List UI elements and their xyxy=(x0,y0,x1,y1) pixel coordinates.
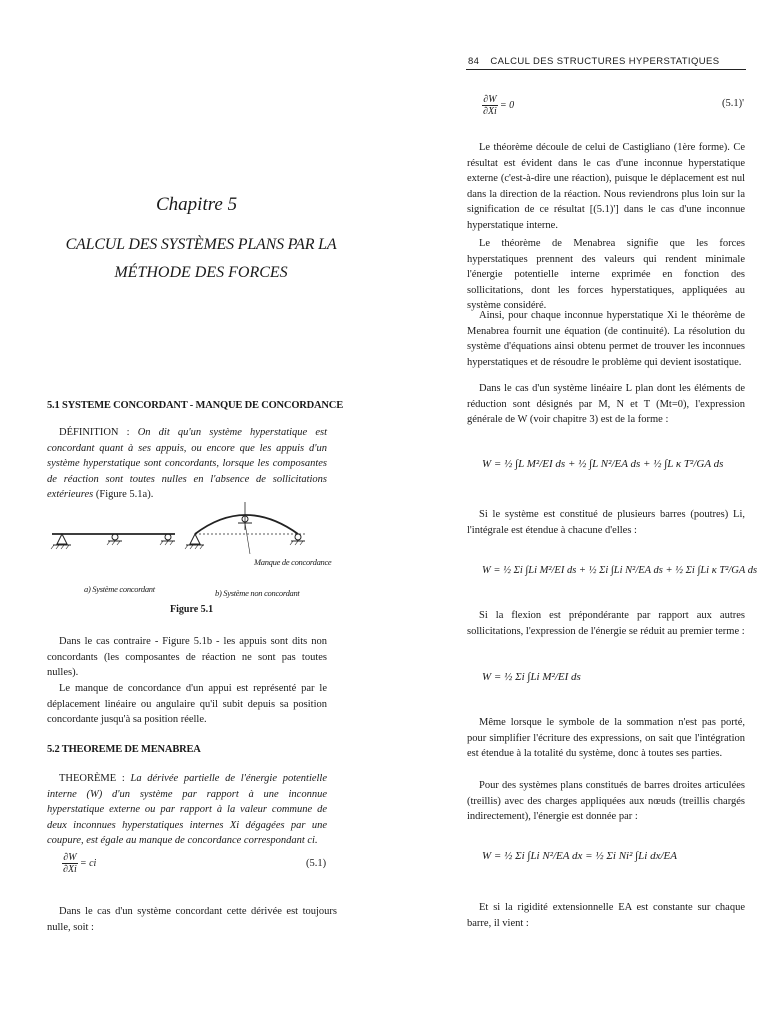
page-number: 84 xyxy=(468,56,480,67)
equation-energy-general: W = ½ ∫L M²/EI ds + ½ ∫L N²/EA ds + ½ ∫L κ T²/GA ds xyxy=(482,458,724,470)
right-para-6: Si la flexion est prépondérante par rapport aux autres sollicitations, l'expression de l'énergie se réduit au premier terme : xyxy=(467,610,745,637)
right-para-1: Le théorème découle de celui de Castigliano (1ère forme). Ce résultat est évident dans le cas d'une inconnue hyperstatique externe (c'est-à-dire une réaction), puisque le déplacement est nul dans la direction de la réaction. Nous reviendrons plus loin sur la signification de ce résultat [(5.1)'] dans le cas d'une inconnue hyperstatique interne. xyxy=(467,142,745,231)
equation-energy-flexion: W = ½ Σi ∫Li M²/EI ds xyxy=(482,671,581,683)
definition-ref: (Figure 5.1a). xyxy=(93,489,154,500)
non-concordant-beam xyxy=(185,502,305,554)
equation-5-1-prime-fraction xyxy=(482,94,498,117)
concordant-beam xyxy=(51,534,175,549)
chapter-label: Chapitre 5 xyxy=(156,194,238,215)
eq-top-denominator: ∂Xi xyxy=(483,105,497,117)
definition-paragraph xyxy=(47,425,327,503)
running-header xyxy=(468,56,746,67)
theorem-paragraph xyxy=(47,771,327,849)
right-para-5: Si le système est constitué de plusieurs barres (poutres) Li, l'intégrale est étendue à chacune d'elles : xyxy=(467,509,745,536)
right-para-8: Pour des systèmes plans constitués de barres droites articulées (treillis) avec des charges appliquées aux nœuds (treillis chargés indirectement), l'énergie est donnée par : xyxy=(467,780,745,822)
figure-label-a: a) Système concordant xyxy=(84,584,155,594)
theorem-text: La dérivée partielle de l'énergie potentielle interne (W) d'un système par rapport à une inconnue hyperstatique externe ou par rapport à la valeur commune de deux inconnues hyperstatiques internes Xi dégagées par une coupure, est égale au manque de concordance correspondant ci. xyxy=(47,773,328,846)
para-concordant-null: Dans le cas d'un système concordant cette dérivée est toujours nulle, soit : xyxy=(47,906,337,933)
section-heading-5-2: 5.2 THEOREME DE MENABREA xyxy=(47,744,201,755)
equation-5-1-fraction xyxy=(62,852,78,875)
right-para-7: Même lorsque le symbole de la sommation n'est pas porté, pour simplifier l'écriture des expressions, on sait que l'intégration est étendue à la totalité du système, donc à toutes ses parties. xyxy=(467,717,745,759)
figure-caption: Figure 5.1 xyxy=(170,604,214,615)
section-heading-5-1: 5.1 SYSTEME CONCORDANT - MANQUE DE CONCORDANCE xyxy=(47,400,343,411)
eq-top-numerator: ∂W xyxy=(483,93,497,105)
equation-5-1-prime xyxy=(482,90,514,120)
figure-label-manque: Manque de concordance xyxy=(254,557,332,567)
equation-5-1-prime-number: (5.1)' xyxy=(722,98,745,109)
equation-energy-truss: W = ½ Σi ∫Li N²/EA dx = ½ Σi Ni² ∫Li dx/EA xyxy=(482,850,677,862)
eq1-rhs: = ci xyxy=(79,857,97,869)
eq1-numerator: ∂W xyxy=(63,851,77,863)
para-manque: Le manque de concordance d'un appui est représenté par le déplacement linéaire ou angulaire qu'il subit depuis sa position concordante jusqu'à sa position réelle. xyxy=(47,683,327,725)
right-para-4: Dans le cas d'un système linéaire L plan dont les éléments de réduction sont désignés par M, N et T (Mt=0), l'expression générale de W (voir chapitre 3) est de la forme : xyxy=(467,383,745,425)
eq1-denominator: ∂Xi xyxy=(63,863,77,875)
equation-5-1-number: (5.1) xyxy=(306,858,327,869)
header-rule xyxy=(466,69,746,70)
para-non-concordant: Dans le cas contraire - Figure 5.1b - les appuis sont dits non concordants (les composantes de réaction ne sont pas toutes nulles). xyxy=(47,636,327,678)
running-title: CALCUL DES STRUCTURES HYPERSTATIQUES xyxy=(490,56,720,67)
equation-5-1 xyxy=(62,848,96,878)
eq-top-rhs: = 0 xyxy=(499,99,515,111)
chapter-title-line1: CALCUL DES SYSTÈMES PLANS PAR LA xyxy=(65,236,337,253)
right-para-9: Et si la rigidité extensionnelle EA est constante sur chaque barre, il vient : xyxy=(467,902,745,929)
definition-text: On dit qu'un système hyperstatique est concordant quant à ses appuis, ou encore que les appuis d'un système hyperstatique sont concordants, lorsque les composantes de réaction sont toutes nulles en l'absence de sollicitations extérieures xyxy=(47,427,328,500)
right-para-3: Ainsi, pour chaque inconnue hyperstatique Xi le théorème de Menabrea fournit une équation (de continuité). La résolution du système d'équations ainsi obtenu permet de trouver les inconnues hyperstatiques et de résoudre le problème qui devient isostatique. xyxy=(467,310,745,368)
theorem-label: THEORÈME : xyxy=(59,773,131,784)
chapter-title-line2: MÉTHODE DES FORCES xyxy=(114,264,288,281)
right-para-2: Le théorème de Menabrea signifie que les forces hyperstatiques prennent des valeurs qui rendent minimale l'énergie potentielle interne exprimée en fonction des sollicitations, dont les forces hyperstatiques, appliquées au système considéré. xyxy=(467,238,745,311)
equation-energy-bars: W = ½ Σi ∫Li M²/EI ds + ½ Σi ∫Li N²/EA ds + ½ Σi ∫Li κ T²/GA ds xyxy=(482,565,758,576)
figure-label-b: b) Système non concordant xyxy=(215,588,300,598)
definition-label: DÉFINITION : xyxy=(59,427,138,438)
